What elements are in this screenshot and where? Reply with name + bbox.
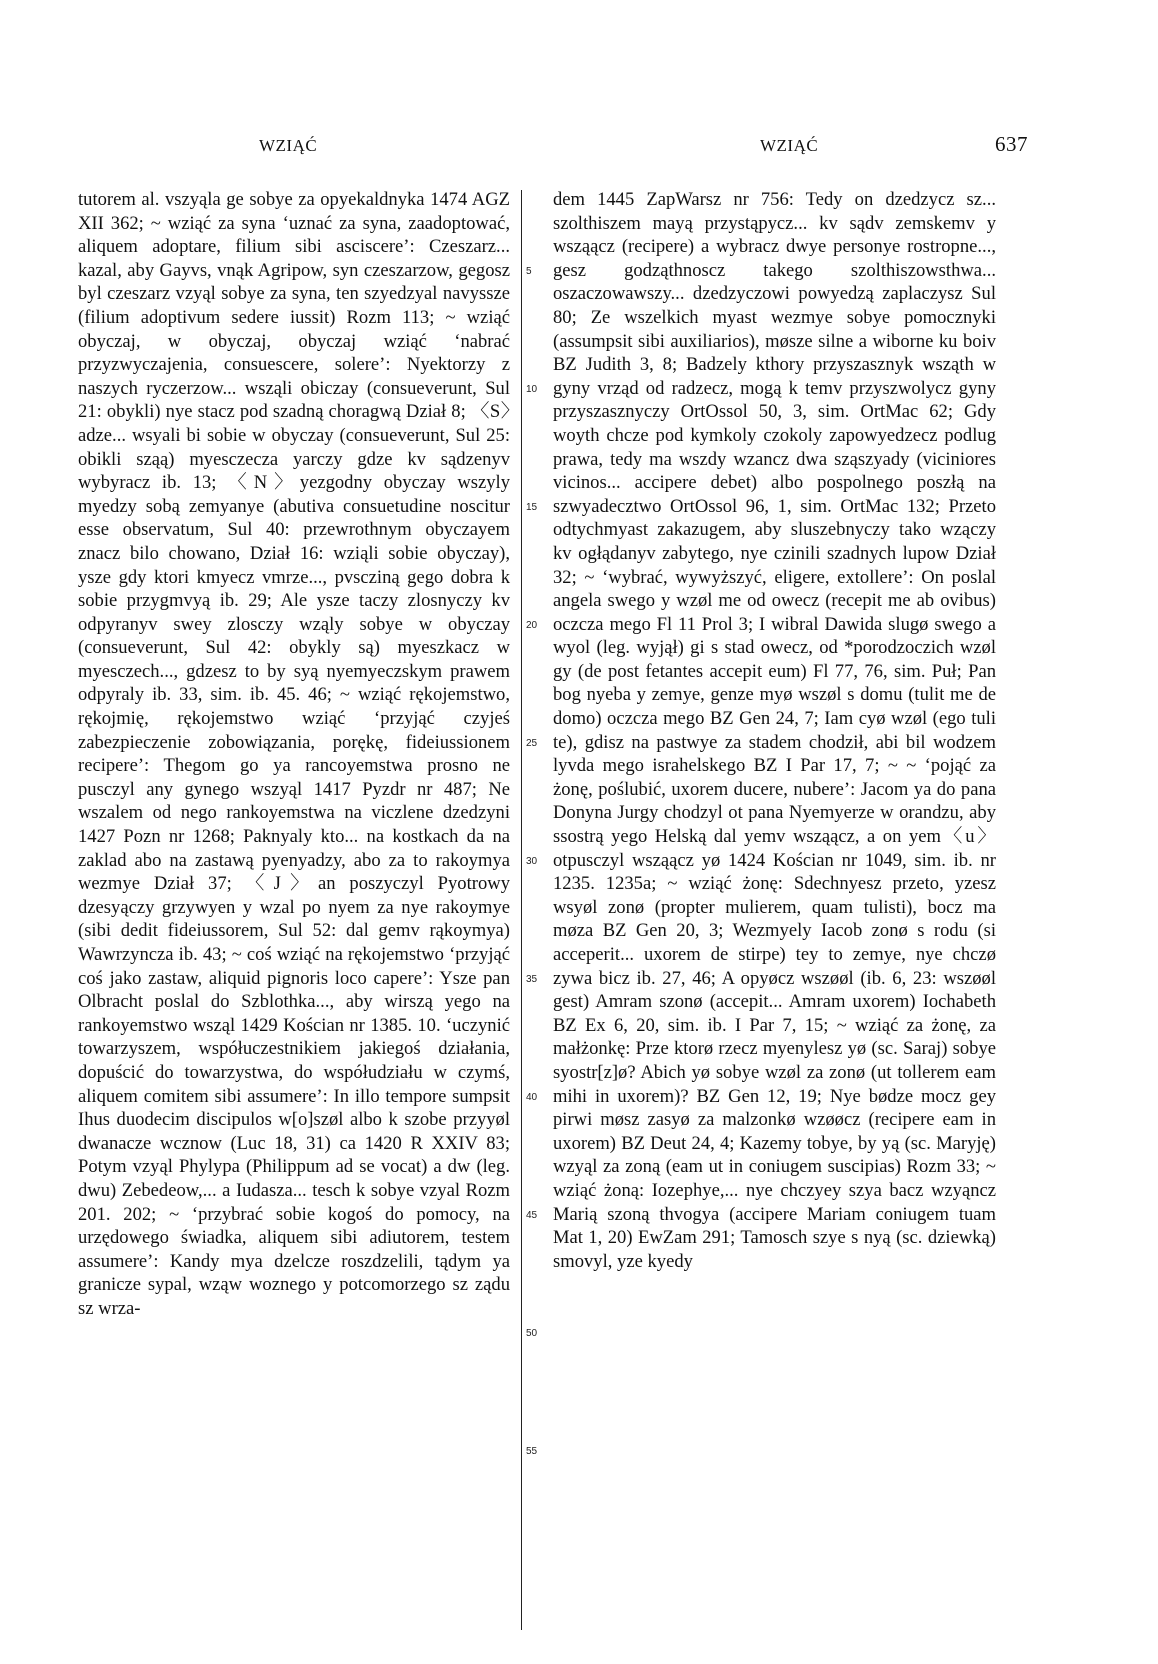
line-number: 25 xyxy=(526,738,538,749)
column-divider xyxy=(521,190,522,1630)
line-number: 10 xyxy=(526,384,538,395)
line-number: 40 xyxy=(526,1092,538,1103)
running-header-left: WZIĄĆ xyxy=(259,136,318,155)
right-column xyxy=(553,188,996,1273)
left-column-text: tutorem al. vszyąla ge sobye za opyekaldnyka 1474 AGZ XII 362; ~ wziąć za syna ʻuznać za syna, zaadoptować, aliquem adoptare, filium sibi asciscereʼ: Czeszarz... kazal, aby Gayvs, vnąk Agripow, syn czeszarzow, gegosz byl czeszarz vzyąl sobye za syna, ten szyedzyal navyssze (filium adoptivum sedere iussit) Rozm 113; ~ wziąć obyczaj, w obyczaj, obyczaj wziąć ʻnabrać przyzwyczajenia, consuescere, solereʼ: Nyektorzy z naszych ryczerzow... wsząli obiczay (consueverunt, Sul 21: obykli) nye stacz pod szadną choragwą Dział 8; 〈S〉adze... wsyali bi sobie w obyczay (consueverunt, Sul 25: obikli sząą) myesczecza yarczy gdze kv sądzenyv wybyracz ib. 13; 〈N〉yezgodny obyczay wszyly myedzy sobą zemyanye (abutiva consuetudine noscitur esse observatum, Sul 40: przewrothnym obyczayem znacz bilo chowano, Dział 16: wziąli sobie obyczay), ysze gdy ktori kmyecz vmrze..., pvscziną gego dobra k sobie przygmvyą ib. 29; Ale ysze taczy zlosnyczy kv odpyranyv swey zlosczy wząly sobye w obyczay (consueverunt, Sul 42: obykly są) myeszkacz w myesczech..., gdzesz to by syą nyemyeczskym prawem odpyraly ib. 33, sim. ib. 45. 46; ~ wziąć rękojemstwo, rękojmię, rękojemstwo wziąć ʻprzyjąć czyjeś zabezpieczenie zobowiązania, porękę, fideiussionem recipereʼ: Thegom go ya rancoyemstwa prosno ne pusczyl any gynego wszyąl 1417 Pyzdr nr 487; Ne wszalem od nego rankoyemstwa na viczlene dzedzyni 1427 Pozn nr 1268; Paknyaly kto... na kostkach da na zaklad abo na zastawą pyenyadzy, abo za to rakoymya wezmye Dział 37; 〈J〉an poszyczyl Pyotrowy dzesyączy grzywyen y wzal po nyem za nye rakoymye (sibi dedit fideiussorem, Sul 52: dal gemv rąkoymya) Wawrzyncza ib. 43; ~ coś wziąć na rękojemstwo ʻprzyjąć coś jako zastaw, aliquid pignoris loco capereʼ: Ysze pan Olbracht poslal do Szblothka..., aby wirszą yego na rankoyemstwo wsząl 1429 Kościan nr 1385. 10. ʻuczynić towarzyszem, współuczestnikiem jakiegoś działania, dopuścić do towarzystwa, do współudziału w czymś, aliquem comitem sibi assumereʼ: In illo tempore sumpsit Ihus duodecim discipulos w[o]szøl albo k szobe przyyøl dwanacze wcznow (Luc 18, 31) ca 1420 R XXIV 83; Potym vzyąl Phylypa (Philippum ad se vocat) a dw (leg. dwu) Zebedeow,... a Iudasza... tesch k sobye vzyal Rozm 201. 202; ~ ʻprzybrać sobie kogoś do pomocy, na urzędowego świadka, aliquem sibi adiutorem, testem assumereʼ: Kandy mya dzelcze roszdzelili, tądym ya granicze sypal, wząw woznego y potcomorzego sz ządu sz wrza- xyxy=(78,189,510,1319)
line-number: 45 xyxy=(526,1210,538,1221)
line-number: 55 xyxy=(526,1446,538,1457)
running-header-right: WZIĄĆ xyxy=(760,136,819,155)
line-number: 35 xyxy=(526,974,538,985)
left-column xyxy=(78,188,510,1321)
line-number: 30 xyxy=(526,856,538,867)
page-number: 637 xyxy=(995,132,1028,156)
line-number: 20 xyxy=(526,620,538,631)
line-number: 5 xyxy=(526,266,532,277)
right-column-text: dem 1445 ZapWarsz nr 756: Tedy on dzedzycz sz... szolthiszem mayą przystąpycz... kv sądv zemskemv y wsząącz (recipere) a wybracz dwye personye rostropne..., gesz godząthnoscz takego szolthiszowsthwa... oszaczowawszy... dzedzyczowi powyedzą zaplaczysz Sul 80; Ze wszelkich myast wezmye sobye pomocznyki (assumpsit sibi auxiliarios), møsze silne a wiborne ku boiv BZ Judith 3, 8; Badzely kthory przyszasznyk wsząth w gyny vrząd od radzecz, mogą k temv przyszwolycz gyny przyszasznyczy OrtOssol 50, 3, sim. OrtMac 62; Gdy woyth chcze pod kymkoly czokoly zapowyedzecz podlug prawa, tedy ma wszdy wzancz dwa sząszyady (viciniores vicinos... accipere debet) albo pospolnego poszłą na szwyadecztwo OrtOssol 96, 1, sim. OrtMac 132; Przeto odtychmyast zakazugem, aby sluszebnyczy tako wzączy kv ogłądanyv zabytego, nye czinili szadnych lupow Dział 32; ~ ʻwybrać, wywyższyć, eligere, extollereʼ: On poslal angela swego y wzøl me od owecz (recepit me ab ovibus) oczcza mego Fl 11 Prol 3; I wibral Dawida slugø swego a wyol (leg. wyjął) gi s stad owecz, od *porodzoczich wzøl gy (de post fetantes accepit eum) Fl 77, 76, sim. Puł; Pan bog nyeba y zemye, genze myø wszøl s domu (tulit me de domo) oczcza mego BZ Gen 24, 7; Iam cyø wzøl (ego tuli te), gdisz na pastwye za stadem chodził, abi bil wodzem lyvda mego israhelskego BZ I Par 17, 7; ~ ~ ʻpojąć za żonę, poślubić, uxorem ducere, nubereʼ: Jacom ya do pana Donyna Jurgy chodzyl ot pana Nyemyerze w orandzu, aby ssostrą yego Helską dal yemv wsząącz, a on yem〈u〉 otpusczyl wsząącz yø 1424 Kościan nr 1049, sim. ib. nr 1235. 1235a; ~ wziąć żonę: Sdechnyesz przeto, yzesz wsyøl zonø (propter mulierem, quam tulisti), bocz ma møza BZ Gen 20, 3; Wezmyely Iacob zonø s rodu (si acceperit... uxorem de stirpe) tey to zemye, nye chczø zywa bicz ib. 27, 46; A opyøcz wszøøl (ib. 6, 23: wszøøl gest) Amram szonø (accepit... Amram uxorem) Iochabeth BZ Ex 6, 20, sim. ib. I Par 7, 15; ~ wziąć za żonę, za małżonkę: Prze ktorø rzecz myenylesz yø (sc. Saraj) sobye syostr[z]ø? Abich yø sobye wzøl za zonø (ut tollerem eam mihi in uxorem)? BZ Gen 12, 19; Nye bødze mocz gey pirwi møsz zasyø za malzonkø wzøøcz (recipere eam in uxorem) BZ Deut 24, 4; Kazemy tobye, by yą (sc. Maryję) wzyąl za zoną (eam ut in coniugem suscipias) Rozm 33; ~ wziąć żoną: Iozephye,... nye chczyey szya bacz wzyąncz Marią szoną thvogya (accipere Mariam coniugem tuam Mat 1, 20) EwZam 291; Tamosch szye s nyą (sc. dziewką) smovyl, yze kyedy xyxy=(553,189,996,1272)
line-number: 15 xyxy=(526,502,538,513)
line-number: 50 xyxy=(526,1328,538,1339)
line-number-gutter xyxy=(526,0,546,1664)
